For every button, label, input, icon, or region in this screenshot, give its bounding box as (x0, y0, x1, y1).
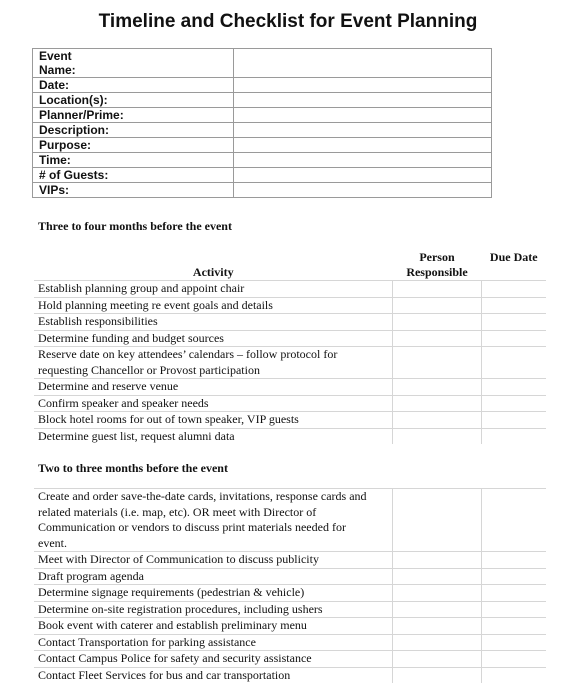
checklist-task-row (34, 651, 546, 668)
checklist-task-row (34, 412, 546, 429)
task-activity-text: Book event with caterer and establish preliminary menu (34, 618, 393, 635)
checklist-task-row (34, 489, 546, 552)
due-date-column-header: Due Date (489, 250, 538, 264)
checklist-task-row (34, 585, 546, 602)
checklist-header-row (34, 250, 546, 281)
event-info-row (33, 93, 492, 108)
task-activity-text: Meet with Director of Communication to discuss publicity (34, 552, 393, 569)
due-date-cell[interactable] (482, 651, 547, 668)
checklist-task-row (34, 379, 546, 396)
due-date-cell[interactable] (482, 297, 547, 314)
person-responsible-cell[interactable] (393, 412, 482, 429)
event-info-label: VIPs: (33, 183, 234, 198)
checklist-task-row (34, 428, 546, 444)
due-date-cell[interactable] (482, 489, 547, 552)
person-responsible-cell[interactable] (393, 347, 482, 379)
section-heading-two-three-months: Two to three months before the event (38, 461, 228, 475)
checklist-task-row (34, 667, 546, 683)
due-date-cell[interactable] (482, 585, 547, 602)
person-responsible-cell[interactable] (393, 428, 482, 444)
event-info-row (33, 108, 492, 123)
event-info-label: Purpose: (33, 138, 234, 153)
person-responsible-cell[interactable] (393, 379, 482, 396)
due-date-cell[interactable] (482, 395, 547, 412)
checklist-task-row (34, 568, 546, 585)
person-responsible-cell[interactable] (393, 395, 482, 412)
event-info-label: Event Name: (33, 49, 234, 78)
event-info-value-field[interactable] (234, 183, 492, 198)
person-responsible-cell[interactable] (393, 568, 482, 585)
event-info-value-field[interactable] (234, 108, 492, 123)
due-date-cell[interactable] (482, 634, 547, 651)
event-info-label: Date: (33, 78, 234, 93)
event-info-label: Planner/Prime: (33, 108, 234, 123)
due-date-cell[interactable] (482, 330, 547, 347)
due-date-cell[interactable] (482, 281, 547, 298)
task-activity-text: Contact Fleet Services for bus and car transportation (34, 667, 393, 683)
checklist-task-row (34, 552, 546, 569)
due-date-cell[interactable] (482, 314, 547, 331)
task-activity-text: Determine signage requirements (pedestrian & vehicle) (34, 585, 393, 602)
event-info-table (32, 48, 492, 198)
due-date-cell[interactable] (482, 618, 547, 635)
event-info-value-field[interactable] (234, 78, 492, 93)
event-info-value-field[interactable] (234, 138, 492, 153)
task-activity-text: Determine funding and budget sources (34, 330, 393, 347)
event-info-label: Location(s): (33, 93, 234, 108)
event-info-row (33, 138, 492, 153)
person-responsible-cell[interactable] (393, 297, 482, 314)
event-info-row (33, 153, 492, 168)
task-activity-text: Establish planning group and appoint chair (34, 281, 393, 298)
person-responsible-cell[interactable] (393, 634, 482, 651)
event-info-row (33, 168, 492, 183)
person-responsible-cell[interactable] (393, 585, 482, 602)
event-info-value-field[interactable] (234, 123, 492, 138)
person-responsible-cell[interactable] (393, 314, 482, 331)
checklist-task-row (34, 297, 546, 314)
event-info-label: Time: (33, 153, 234, 168)
checklist-task-row (34, 347, 546, 379)
due-date-cell[interactable] (482, 347, 547, 379)
person-responsible-cell[interactable] (393, 651, 482, 668)
event-info-value-field[interactable] (234, 168, 492, 183)
document-title: Timeline and Checklist for Event Planning (98, 11, 478, 32)
event-info-value-field[interactable] (234, 153, 492, 168)
person-responsible-cell[interactable] (393, 489, 482, 552)
task-activity-text: Block hotel rooms for out of town speaker, VIP guests (34, 412, 393, 429)
due-date-cell[interactable] (482, 552, 547, 569)
person-responsible-cell[interactable] (393, 618, 482, 635)
due-date-cell[interactable] (482, 601, 547, 618)
due-date-cell[interactable] (482, 412, 547, 429)
event-info-value-field[interactable] (234, 93, 492, 108)
event-info-label: # of Guests: (33, 168, 234, 183)
event-info-row (33, 49, 492, 78)
activity-column-header: Activity (192, 265, 234, 279)
checklist-task-row (34, 281, 546, 298)
task-activity-text: Contact Transportation for parking assistance (34, 634, 393, 651)
due-date-cell[interactable] (482, 568, 547, 585)
section-heading-three-four-months: Three to four months before the event (38, 219, 232, 233)
checklist-task-row (34, 601, 546, 618)
task-activity-text: Contact Campus Police for safety and security assistance (34, 651, 393, 668)
task-activity-text: Determine and reserve venue (34, 379, 393, 396)
checklist-task-row (34, 314, 546, 331)
task-activity-text: Hold planning meeting re event goals and details (34, 297, 393, 314)
task-activity-text: Confirm speaker and speaker needs (34, 395, 393, 412)
person-responsible-cell[interactable] (393, 667, 482, 683)
event-info-row (33, 123, 492, 138)
task-activity-text: Create and order save-the-date cards, invitations, response cards and related materials (i.e. map, etc). OR meet with Director of Communication or vendors to discuss print materials needed for event. (34, 489, 393, 552)
task-activity-text: Establish responsibilities (34, 314, 393, 331)
checklist-table-two-three-months (34, 488, 546, 683)
event-info-row (33, 78, 492, 93)
checklist-task-row (34, 395, 546, 412)
checklist-task-row (34, 330, 546, 347)
person-responsible-cell[interactable] (393, 601, 482, 618)
person-responsible-cell[interactable] (393, 281, 482, 298)
event-info-row (33, 183, 492, 198)
task-activity-text: Determine on-site registration procedures, including ushers (34, 601, 393, 618)
task-activity-text: Determine guest list, request alumni data (34, 428, 393, 444)
checklist-task-row (34, 634, 546, 651)
task-activity-text: Draft program agenda (34, 568, 393, 585)
due-date-cell[interactable] (482, 667, 547, 683)
due-date-cell[interactable] (482, 379, 547, 396)
due-date-cell[interactable] (482, 428, 547, 444)
checklist-table-three-four-months (34, 250, 546, 444)
checklist-task-row (34, 618, 546, 635)
person-responsible-column-header: Person Responsible (406, 250, 468, 279)
event-info-value-field[interactable] (234, 49, 492, 78)
person-responsible-cell[interactable] (393, 552, 482, 569)
event-info-label: Description: (33, 123, 234, 138)
task-activity-text: Reserve date on key attendees’ calendars – follow protocol for requesting Chancellor or Provost participation (34, 347, 393, 379)
person-responsible-cell[interactable] (393, 330, 482, 347)
